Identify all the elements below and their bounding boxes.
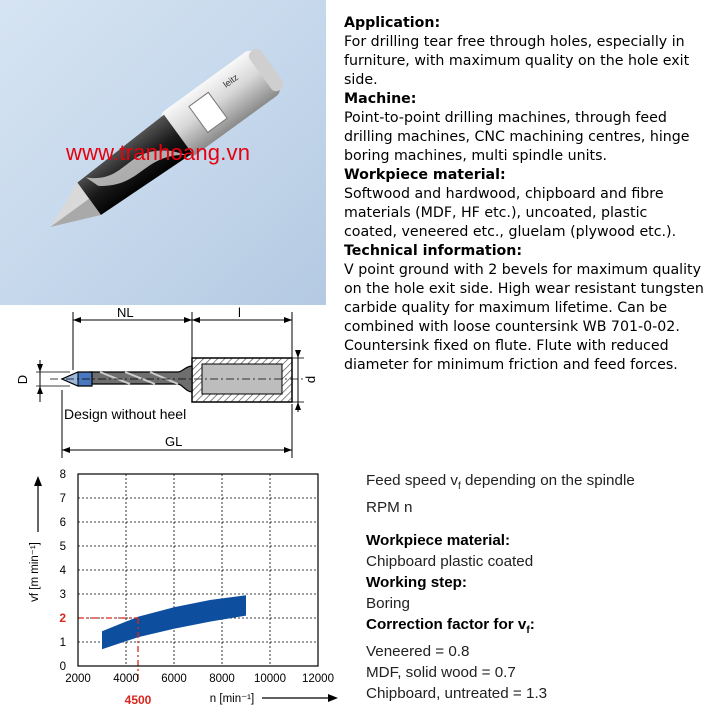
x-tick-label: 12000 (302, 673, 334, 685)
feed-info (366, 470, 706, 704)
nl-label: NL (117, 305, 134, 320)
application-heading: Application: (344, 15, 441, 31)
x-tick-label: 10000 (254, 673, 286, 685)
y-tick-label: 8 (59, 469, 66, 481)
y-tick-label: 1 (59, 637, 66, 649)
feed-workpiece-value: Chipboard plastic coated (366, 553, 534, 571)
l-label: l (238, 305, 241, 320)
y-tick-label: 7 (59, 493, 66, 505)
technical-heading: Technical information: (344, 243, 523, 259)
site-url[interactable]: www.tranhoang.vn (66, 140, 251, 165)
y-tick-label: 4 (59, 565, 66, 577)
working-step-value: Boring (366, 595, 410, 613)
y-axis-label: vf [m min⁻¹] (29, 542, 41, 602)
workpiece-text: Softwood and hardwood, chipboard and fibre materials (MDF, HF etc.), uncoated, plastic coated, veneered etc., gluelam (plywood etc.). (344, 186, 677, 240)
marker-y-label: 2 (59, 611, 66, 625)
workpiece-heading: Workpiece material: (344, 167, 506, 183)
feed-workpiece-heading: Workpiece material: (366, 532, 511, 550)
machine-text: Point-to-point drilling machines, through feed drilling machines, CNC machining centres, hinge boring machines, multi spindle units. (344, 110, 690, 164)
y-tick-label: 6 (59, 517, 66, 529)
gl-label: GL (165, 434, 183, 449)
D-label: D (15, 374, 31, 385)
drawing-caption: Design without heel (64, 406, 187, 422)
d-label: d (303, 375, 319, 384)
working-step-heading: Working step: (366, 574, 467, 592)
x-tick-label: 6000 (161, 673, 187, 685)
feed-title-line2: RPM n (366, 499, 413, 517)
application-text: For drilling tear free through holes, especially in furniture, with maximum quality on the hole exit side. (344, 34, 690, 88)
x-axis-arrow-head (328, 694, 338, 702)
y-tick-label: 0 (59, 661, 66, 673)
correction-factor-chipboard: Chipboard, untreated = 1.3 (366, 685, 548, 703)
x-axis-label: n [min⁻¹] (209, 693, 255, 705)
product-description (344, 14, 704, 375)
chart-svg (0, 462, 345, 717)
y-tick-label: 5 (59, 541, 66, 553)
correction-factor-mdf: MDF, solid wood = 0.7 (366, 664, 516, 682)
x-tick-label: 2000 (65, 673, 91, 685)
x-tick-label: 4000 (113, 673, 139, 685)
correction-heading: Correction factor for $v_f$: (366, 616, 535, 637)
brand-mark: leitz (221, 72, 241, 90)
machine-heading: Machine: (344, 91, 417, 107)
marker-x-label: 4500 (124, 693, 152, 707)
y-tick-label: 3 (59, 589, 66, 601)
technical-drawing (0, 300, 340, 460)
x-tick-label: 8000 (209, 673, 235, 685)
correction-factor-veneered: Veneered = 0.8 (366, 643, 470, 661)
feed-speed-chart (0, 462, 345, 717)
technical-text: V point ground with 2 bevels for maximum quality on the hole exit side. High wear resistant tungsten carbide quality for maximum lifetime. Can be combined with loose countersink WB 701-0-02. Countersink fixed on flute. Flute with reduced diameter for minimum friction and feed forces. (344, 262, 704, 373)
y-axis-arrow-head (34, 476, 42, 486)
feed-title: Feed speed $v_f$ depending on the spindle (366, 472, 635, 493)
